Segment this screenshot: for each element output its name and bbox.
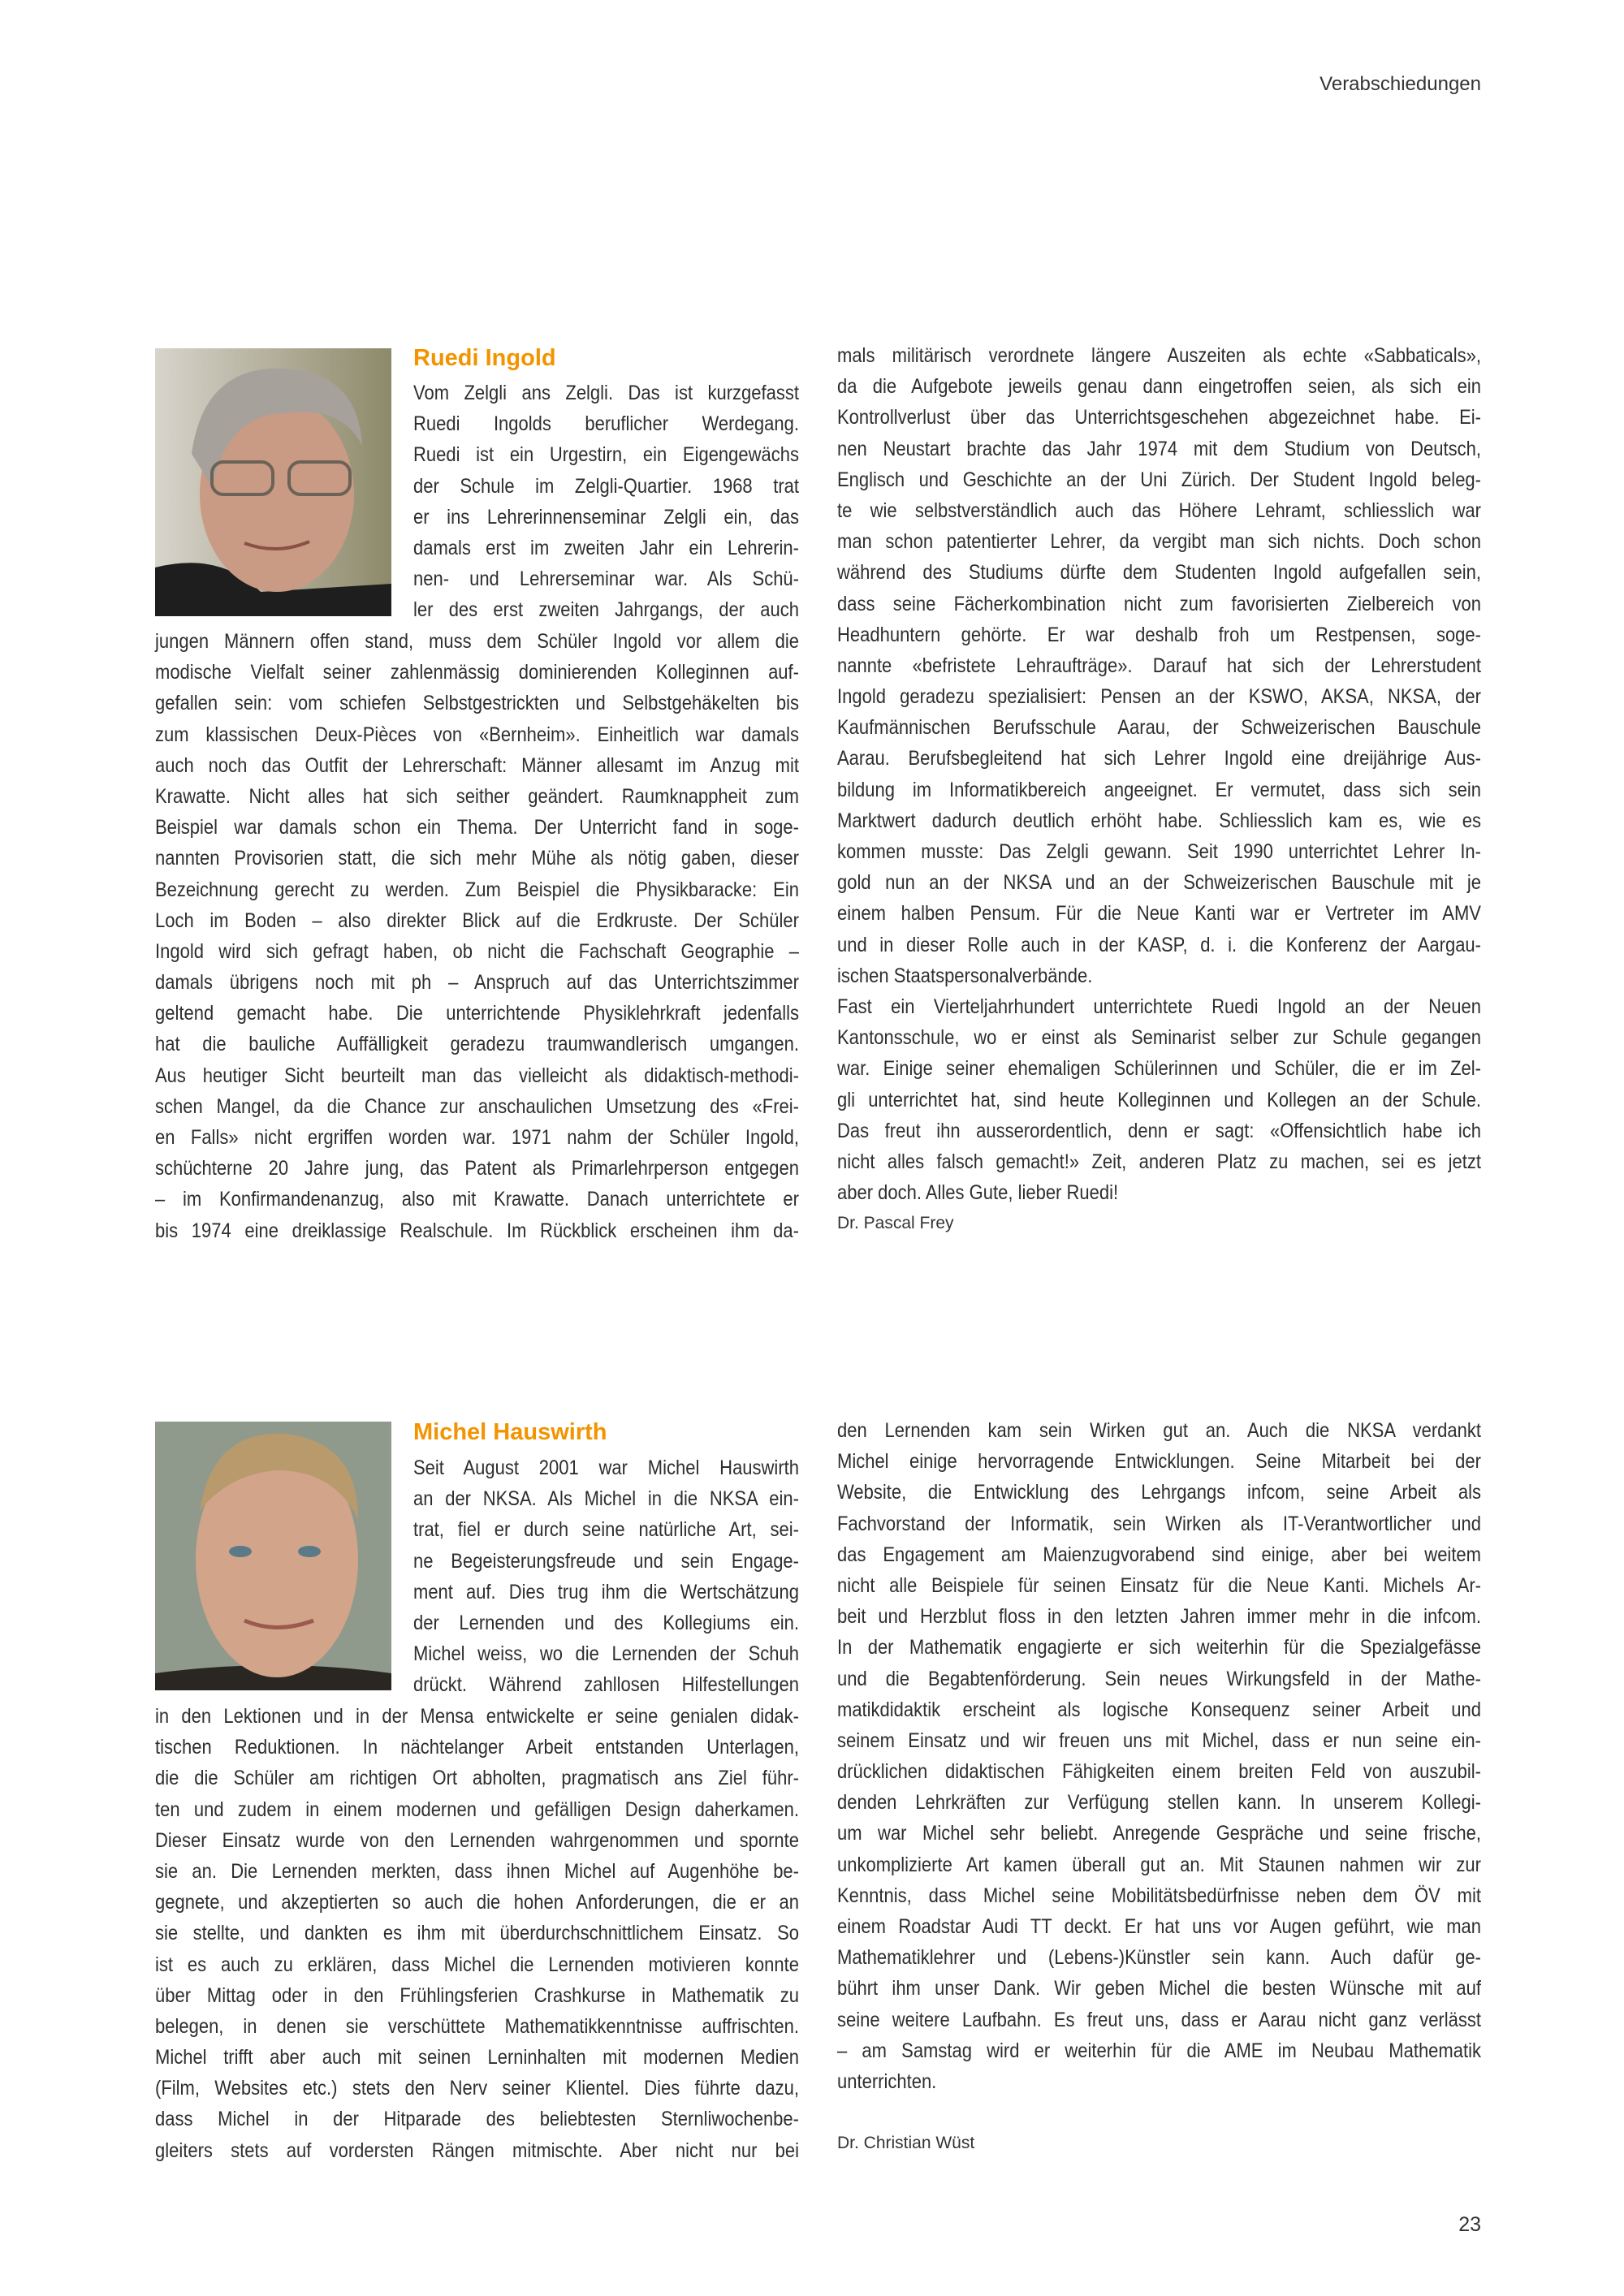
text-line: ist es auch zu erklären, dass Michel die Lernenden motivieren konnte — [155, 1953, 799, 1976]
portrait-photo-michel-hauswirth — [155, 1422, 391, 1690]
text-line: Michel trifft aber auch mit seinen Lerninhalten mit modernen Medien — [155, 2046, 799, 2069]
text-line: jungen Männern offen stand, muss dem Schüler Ingold vor allem die — [155, 630, 799, 653]
text-line: mals militärisch verordnete längere Auszeiten als echte «Sabbaticals», — [837, 344, 1481, 367]
article-text-narrow — [413, 378, 799, 626]
text-line: Website, die Entwicklung des Lehrgangs infcom, seine Arbeit als — [837, 1481, 1481, 1504]
text-line: nen Neustart brachte das Jahr 1974 mit dem Studium von Deutsch, — [837, 437, 1481, 460]
text-line: Vom Zelgli ans Zelgli. Das ist kurzgefasst — [413, 382, 799, 404]
text-line: Mathematiklehrer und (Lebens-)Künstler sein kann. Auch dafür ge- — [837, 1946, 1481, 1970]
text-line: denden Lehrkräften zur Verfügung stellen kann. In unserem Kollegi- — [837, 1791, 1481, 1815]
text-line: seine weitere Laufbahn. Es freut uns, dass er Aarau nicht ganz verlässt — [837, 2008, 1481, 2031]
text-line: die die Schüler am richtigen Ort abholten, pragmatisch ans Ziel führ- — [155, 1767, 799, 1790]
text-line: – im Konfirmandenanzug, also mit Krawatte. Danach unterrichtete er — [155, 1188, 799, 1211]
text-line: dass seine Fächerkombination nicht zum favorisierten Zielbereich von — [837, 592, 1481, 615]
text-line: gefallen sein: vom schiefen Selbstgestrickten und Selbstgehäkelten bis — [155, 692, 799, 715]
text-line: nannte «befristete Lehraufträge». Darauf hat sich der Lehrerstudent — [837, 654, 1481, 677]
text-line: (Film, Websites etc.) stets den Nerv seiner Klientel. Dies führte dazu, — [155, 2077, 799, 2100]
text-line: Marktwert dadurch deutlich erhöht habe. Schliesslich kam es, wie es — [837, 809, 1481, 832]
text-line: modische Vielfalt seiner zahlenmässig dominierenden Kolleginnen auf- — [155, 661, 799, 684]
spacer — [837, 2097, 1481, 2128]
text-line: Michel weiss, wo die Lernenden der Schuh — [413, 1642, 799, 1666]
text-line: aber doch. Alles Gute, lieber Ruedi! — [837, 1181, 1119, 1205]
text-line: und die Begabtenförderung. Sein neues Wirkungsfeld in der Mathe- — [837, 1667, 1481, 1690]
text-line: Das freut ihn ausserordentlich, denn er sagt: «Offensichtlich habe ich — [837, 1119, 1481, 1142]
text-line: Ruedi ist ein Urgestirn, ein Eigengewächs — [413, 443, 799, 467]
text-line: Krawatte. Nicht alles hat sich seither geändert. Raumknappheit zum — [155, 784, 799, 808]
text-line: seinem Einsatz und wir freuen uns mit Michel, dass er nun seine ein- — [837, 1728, 1481, 1752]
article-title: Ruedi Ingold — [413, 345, 556, 371]
text-line: bis 1974 eine dreiklassige Realschule. Im Rückblick erscheinen ihm da- — [155, 1219, 799, 1242]
text-line: schüchterne 20 Jahre jung, das Patent als Primarlehrperson entgegen — [155, 1157, 799, 1180]
text-line: der Lernenden und des Kollegiums ein. — [413, 1611, 799, 1634]
text-line: sie an. Die Lernenden merkten, dass ihnen Michel auf Augenhöhe be- — [155, 1859, 799, 1883]
text-line: um war Michel sehr beliebt. Anregende Gespräche und seine frische, — [837, 1822, 1481, 1845]
text-line: ment auf. Dies trug ihm die Wertschätzung — [413, 1580, 799, 1603]
text-line: In der Mathematik engagierte er sich weiterhin für die Spezialgefässe — [837, 1636, 1481, 1659]
author-signature: Dr. Pascal Frey — [837, 1214, 954, 1233]
text-line: das Engagement am Maienzugvorabend sind einige, aber bei weitem — [837, 1543, 1481, 1566]
article-text-right-column — [837, 1415, 1481, 2160]
article-text-narrow — [413, 1452, 799, 1701]
text-line: Ingold wird sich gefragt haben, ob nicht die Fachschaft Geographie – — [155, 939, 799, 963]
text-line: te wie selbstverständlich auch das Höhere Lehramt, schliesslich war — [837, 498, 1481, 522]
author-signature: Dr. Christian Wüst — [837, 2134, 975, 2153]
article-text-left-column — [155, 626, 799, 1246]
text-line: an der NKSA. Als Michel in die NKSA ein- — [413, 1487, 799, 1511]
text-line: belegen, in denen sie verschüttete Mathematikkenntnisse auffrischten. — [155, 2014, 799, 2038]
text-line: kommen musste: Das Zelgli gewann. Seit 1990 unterrichtet Lehrer In- — [837, 840, 1481, 863]
text-line: gegnete, und akzeptierten so auch die hohen Anforderungen, die er an — [155, 1891, 799, 1914]
text-line: einem Roadstar Audi TT deckt. Er hat uns vor Augen geführt, wie man — [837, 1915, 1481, 1938]
text-line: ne Begeisterungsfreude und sein Engage- — [413, 1549, 799, 1573]
text-line: und in dieser Rolle auch in der KASP, d. i. die Konferenz der Aargau- — [837, 933, 1481, 956]
text-line: Kontrollverlust über das Unterrichtsgeschehen abgezeichnet habe. Ei- — [837, 406, 1481, 429]
text-line: den Lernenden kam sein Wirken gut an. Auch die NKSA verdankt — [837, 1419, 1481, 1442]
text-line: Englisch und Geschichte an der Uni Zürich. Der Student Ingold beleg- — [837, 468, 1481, 491]
page-number: 23 — [1458, 2213, 1481, 2236]
text-line: Kenntnis, dass Michel seine Mobilitätsbedürfnisse neben dem ÖV mit — [837, 1884, 1481, 1907]
text-line: damals übrigens noch mit ph – Anspruch auf das Unterrichtszimmer — [155, 971, 799, 995]
text-line: bildung im Informatikbereich angeeignet. Er vermutet, dass sich sein — [837, 778, 1481, 801]
text-line: en Falls» nicht ergriffen worden war. 1971 nahm der Schüler Ingold, — [155, 1126, 799, 1149]
text-line: sie stellte, und dankten es ihm mit überdurchschnittlichem Einsatz. So — [155, 1922, 799, 1945]
text-line: unkomplizierte Art kamen überall gut an. Mit Staunen nahmen wir zur — [837, 1853, 1481, 1876]
text-line: Seit August 2001 war Michel Hauswirth — [413, 1457, 799, 1479]
text-line: da die Aufgebote jeweils genau dann eingetroffen seien, als sich ein — [837, 375, 1481, 399]
text-line: Kantonsschule, wo er einst als Seminarist selber zur Schule gegangen — [837, 1026, 1481, 1050]
portrait-photo-ruedi-ingold — [155, 348, 391, 616]
text-line: Fast ein Vierteljahrhundert unterrichtete Ruedi Ingold an der Neuen — [837, 995, 1481, 1018]
text-line: drücklichen didaktischen Fähigkeiten einem breiten Feld von auszubil- — [837, 1760, 1481, 1784]
text-line: in den Lektionen und in der Mensa entwickelte er seine genialen didak- — [155, 1705, 799, 1728]
text-line: Fachvorstand der Informatik, sein Wirken als IT-Verantwortlicher und — [837, 1512, 1481, 1535]
text-line: tischen Reduktionen. In nächtelanger Arbeit entstanden Unterlagen, — [155, 1736, 799, 1759]
text-line: drückt. Während zahllosen Hilfestellungen — [413, 1673, 799, 1697]
text-line: Ruedi Ingolds beruflicher Werdegang. — [413, 412, 799, 436]
text-line: Headhuntern gehörte. Er war deshalb froh um Restpensen, soge- — [837, 623, 1481, 646]
text-line: Bezeichnung gerecht zu werden. Zum Beispiel die Physikbaracke: Ein — [155, 878, 799, 901]
text-line: zum klassischen Deux-Pièces von «Bernheim». Einheitlich war damals — [155, 723, 799, 746]
text-line: ler des erst zweiten Jahrgangs, der auch — [413, 598, 799, 622]
text-line: Michel einige hervorragende Entwicklungen. Seine Mitarbeit bei der — [837, 1450, 1481, 1474]
article-title: Michel Hauswirth — [413, 1419, 607, 1445]
text-line: nannten Provisorien statt, die sich mehr Mühe als nötig gaben, dieser — [155, 847, 799, 870]
text-line: Ingold geradezu spezialisiert: Pensen an der KSWO, AKSA, NKSA, der — [837, 685, 1481, 709]
text-line: beit und Herzblut floss in den letzten Jahren immer mehr in die infcom. — [837, 1605, 1481, 1629]
text-line: trat, fiel er durch seine natürliche Art, sei- — [413, 1518, 799, 1542]
text-line: nicht alles falsch gemacht!» Zeit, anderen Platz zu machen, sei es jetzt — [837, 1150, 1481, 1173]
text-line: matikdidaktik erscheint als logische Konsequenz seiner Arbeit und — [837, 1698, 1481, 1721]
text-line: während des Studiums dürfte dem Studenten Ingold aufgefallen sein, — [837, 561, 1481, 585]
text-line: geltend gemacht habe. Die unterrichtende Physiklehrkraft jedenfalls — [155, 1002, 799, 1025]
text-line: damals erst im zweiten Jahr ein Lehrerin- — [413, 536, 799, 559]
running-header: Verabschiedungen — [1320, 73, 1481, 95]
text-line: dass Michel in der Hitparade des beliebtesten Sternliwochenbe- — [155, 2108, 799, 2131]
text-line: Loch im Boden – also direkter Blick auf die Erdkruste. Der Schüler — [155, 908, 799, 932]
text-line: unterrichten. — [837, 2069, 937, 2093]
text-line: auch noch das Outfit der Lehrerschaft: Männer allesamt im Anzug mit — [155, 753, 799, 777]
text-line: über Mittag oder in den Frühlingsferien Crashkurse in Mathematik zu — [155, 1983, 799, 2007]
text-line: einem halben Pensum. Für die Neue Kanti war er Vertreter im AMV — [837, 902, 1481, 926]
text-line: nen- und Lehrerseminar war. Als Schü- — [413, 568, 799, 591]
text-line: ten und zudem in einem modernen und gefälligen Design daherkamen. — [155, 1798, 799, 1821]
text-line: man schon patentierter Lehrer, da vergibt man sich nichts. Doch schon — [837, 530, 1481, 554]
text-line: Aarau. Berufsbegleitend hat sich Lehrer Ingold eine dreijährige Aus- — [837, 747, 1481, 770]
text-line: war. Einige seiner ehemaligen Schülerinnen und Schüler, die er im Zel- — [837, 1057, 1481, 1081]
text-line: gleiters stets auf vordersten Rängen mitmischte. Aber nicht nur bei — [155, 2138, 799, 2162]
text-line: Kaufmännischen Berufsschule Aarau, der Schweizerischen Bauschule — [837, 716, 1481, 740]
text-line: gold nun an der NKSA und an der Schweizerischen Bauschule mit je — [837, 871, 1481, 895]
text-line: ischen Staatspersonalverbände. — [837, 964, 1093, 987]
text-line: Dieser Einsatz wurde von den Lernenden wahrgenommen und spornte — [155, 1828, 799, 1852]
text-line: – am Samstag wird er weiterhin für die AME im Neubau Mathematik — [837, 2039, 1481, 2062]
text-line: Aus heutiger Sicht beurteilt man das vielleicht als didaktisch-methodi- — [155, 1064, 799, 1087]
text-line: bührt ihm unser Dank. Wir geben Michel die besten Wünsche mit auf — [837, 1977, 1481, 2000]
text-line: Beispiel war damals schon ein Thema. Der Unterricht fand in soge- — [155, 816, 799, 839]
text-line: nicht alle Beispiele für seinen Einsatz für die Neue Kanti. Michels Ar- — [837, 1573, 1481, 1597]
text-line: schen Mangel, da die Chance zur anschaulichen Umsetzung des «Frei- — [155, 1094, 799, 1118]
text-line: hat die bauliche Auffälligkeit geradezu traumwandlerisch umgangen. — [155, 1033, 799, 1056]
text-line: gli unterrichtet hat, sind heute Kolleginnen und Kollegen an der Schule. — [837, 1088, 1481, 1111]
article-text-left-column — [155, 1701, 799, 2166]
text-line: er ins Lehrerinnenseminar Zelgli ein, das — [413, 505, 799, 529]
text-line: der Schule im Zelgli-Quartier. 1968 trat — [413, 474, 799, 498]
article-text-right-column — [837, 340, 1481, 1239]
